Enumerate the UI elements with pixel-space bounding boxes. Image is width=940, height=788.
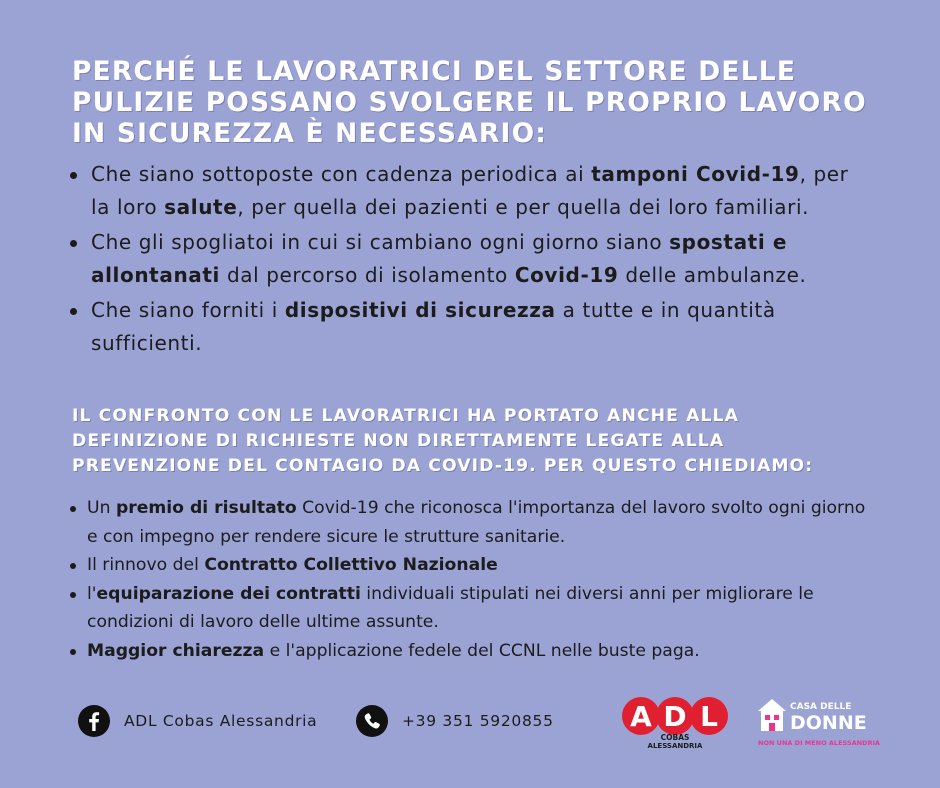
casa-delle-donne-logo: [756, 693, 880, 749]
svg-text:NON UNA DI MENO ALESSANDRIA: NON UNA DI MENO ALESSANDRIA: [758, 739, 880, 747]
svg-text:A: A: [630, 700, 652, 733]
list-item: Un premio di risultato Covid-19 che riconosca l'importanza del lavoro svolto ogni giorno e con impegno per rendere sicure le strutture sanitarie.: [70, 494, 870, 551]
svg-text:COBAS: COBAS: [660, 733, 690, 742]
facebook-label: ADL Cobas Alessandria: [124, 712, 318, 730]
facebook-contact[interactable]: [78, 705, 317, 737]
list-item: l'equiparazione dei contratti individuali stipulati nei diversi anni per migliorare le condizioni di lavoro delle ultime assunte.: [70, 580, 870, 637]
facebook-icon: [78, 705, 110, 737]
list-item: Il rinnovo del Contratto Collettivo Nazionale: [70, 551, 870, 580]
adl-cobas-logo: [621, 692, 729, 750]
phone-contact[interactable]: [356, 705, 554, 737]
list-item: Maggior chiarezza e l'applicazione fedele del CCNL nelle buste paga.: [70, 637, 870, 666]
demands-list: [70, 494, 870, 665]
list-item: Che siano forniti i dispositivi di sicurezza a tutte e in quantità sufficienti.: [70, 294, 870, 360]
phone-icon: [356, 705, 388, 737]
svg-text:CASA DELLE: CASA DELLE: [790, 702, 852, 712]
list-item: Che siano sottoposte con cadenza periodica ai tamponi Covid-19, per la loro salute, per quella dei pazienti e per quella dei loro familiari.: [70, 158, 870, 224]
svg-text:D: D: [663, 700, 687, 733]
list-item: Che gli spogliatoi in cui si cambiano ogni giorno siano spostati e allontanati dal percorso di isolamento Covid-19 delle ambulanze.: [70, 226, 870, 292]
svg-text:L: L: [700, 700, 718, 733]
safety-requirements-list: [70, 158, 870, 362]
svg-text:DONNE: DONNE: [790, 712, 867, 734]
main-heading: PERCHÉ LE LAVORATRICI DEL SETTORE DELLE PULIZIE POSSANO SVOLGERE IL PROPRIO LAVORO IN SICUREZZA È NECESSARIO:: [72, 56, 867, 149]
secondary-heading: IL CONFRONTO CON LE LAVORATRICI HA PORTATO ANCHE ALLA DEFINIZIONE DI RICHIESTE NON DIRETTAMENTE LEGATE ALLA PREVENZIONE DEL CONTAGIO DA COVID-19. PER QUESTO CHIEDIAMO:: [72, 406, 814, 476]
phone-label: +39 351 5920855: [402, 712, 554, 730]
svg-text:ALESSANDRIA: ALESSANDRIA: [647, 742, 703, 750]
